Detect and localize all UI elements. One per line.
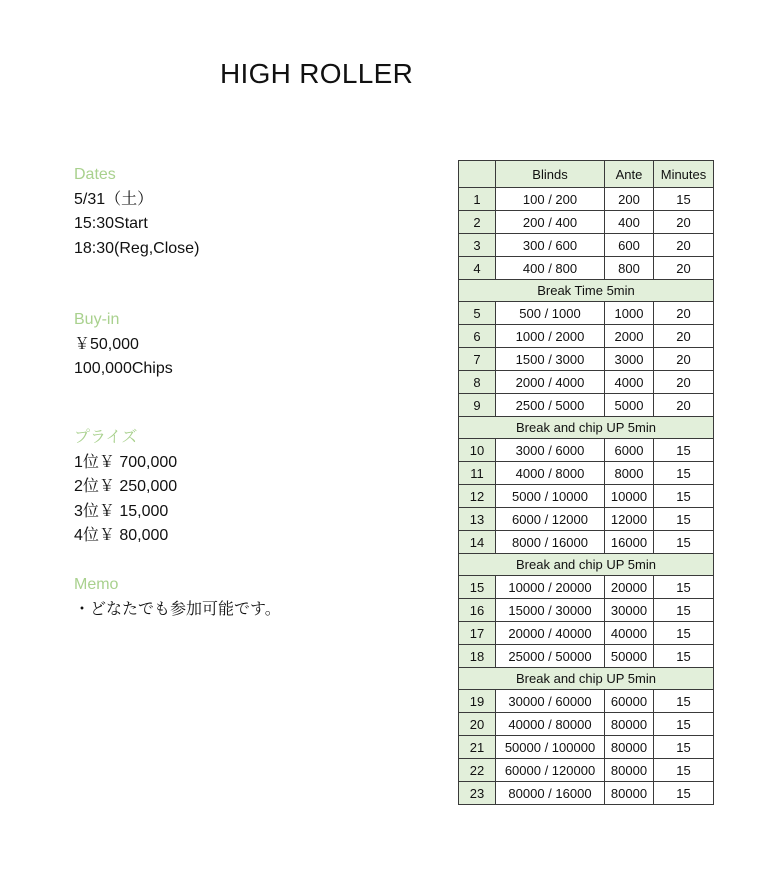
blinds-cell: 50000 / 100000 — [496, 736, 605, 759]
table-row — [459, 736, 714, 759]
level-cell: 14 — [459, 531, 496, 554]
ante-cell: 6000 — [605, 439, 654, 462]
break-label: Break and chip UP 5min — [459, 554, 714, 576]
level-cell: 3 — [459, 234, 496, 257]
minutes-cell: 15 — [654, 782, 714, 805]
table-row — [459, 645, 714, 668]
minutes-cell: 15 — [654, 576, 714, 599]
blinds-cell: 500 / 1000 — [496, 302, 605, 325]
ante-cell: 8000 — [605, 462, 654, 485]
level-cell: 13 — [459, 508, 496, 531]
minutes-cell: 15 — [654, 462, 714, 485]
level-cell: 7 — [459, 348, 496, 371]
level-cell: 15 — [459, 576, 496, 599]
break-row — [459, 668, 714, 690]
table-row — [459, 302, 714, 325]
dates-heading: Dates — [74, 166, 116, 183]
ante-cell: 40000 — [605, 622, 654, 645]
level-cell: 8 — [459, 371, 496, 394]
minutes-cell: 15 — [654, 759, 714, 782]
break-row — [459, 280, 714, 302]
table-row — [459, 759, 714, 782]
level-cell: 17 — [459, 622, 496, 645]
level-cell: 20 — [459, 713, 496, 736]
level-cell: 12 — [459, 485, 496, 508]
blinds-cell: 200 / 400 — [496, 211, 605, 234]
ante-cell: 4000 — [605, 371, 654, 394]
ante-cell: 2000 — [605, 325, 654, 348]
level-cell: 18 — [459, 645, 496, 668]
table-row — [459, 394, 714, 417]
blinds-cell: 15000 / 30000 — [496, 599, 605, 622]
level-cell: 11 — [459, 462, 496, 485]
ante-cell: 200 — [605, 188, 654, 211]
minutes-cell: 20 — [654, 394, 714, 417]
table-row — [459, 713, 714, 736]
header-minutes: Minutes — [654, 161, 714, 188]
minutes-cell: 20 — [654, 257, 714, 280]
dates-section — [74, 163, 199, 261]
ante-cell: 16000 — [605, 531, 654, 554]
buyin-line-chips: 100,000Chips — [74, 360, 173, 377]
level-cell: 1 — [459, 188, 496, 211]
level-cell: 6 — [459, 325, 496, 348]
blinds-cell: 5000 / 10000 — [496, 485, 605, 508]
blinds-cell: 6000 / 12000 — [496, 508, 605, 531]
minutes-cell: 15 — [654, 485, 714, 508]
break-label: Break and chip UP 5min — [459, 417, 714, 439]
dates-line-reg-close: 18:30(Reg,Close) — [74, 239, 200, 257]
minutes-cell: 20 — [654, 234, 714, 257]
table-row — [459, 622, 714, 645]
level-cell: 21 — [459, 736, 496, 759]
break-label: Break Time 5min — [459, 280, 714, 302]
table-row — [459, 257, 714, 280]
level-cell: 4 — [459, 257, 496, 280]
table-row — [459, 234, 714, 257]
minutes-cell: 15 — [654, 188, 714, 211]
ante-cell: 800 — [605, 257, 654, 280]
prize-line-3: 3位￥ 15,000 — [74, 502, 169, 520]
header-blinds: Blinds — [496, 161, 605, 188]
table-row — [459, 462, 714, 485]
blinds-cell: 30000 / 60000 — [496, 690, 605, 713]
minutes-cell: 15 — [654, 690, 714, 713]
blinds-cell: 3000 / 6000 — [496, 439, 605, 462]
ante-cell: 20000 — [605, 576, 654, 599]
blinds-cell: 2000 / 4000 — [496, 371, 605, 394]
table-header-row — [459, 161, 714, 188]
ante-cell: 80000 — [605, 782, 654, 805]
level-cell: 19 — [459, 690, 496, 713]
ante-cell: 60000 — [605, 690, 654, 713]
level-cell: 9 — [459, 394, 496, 417]
memo-line: ・どなたでも参加可能です。 — [74, 600, 281, 618]
minutes-cell: 20 — [654, 325, 714, 348]
page-title: HIGH ROLLER — [220, 58, 414, 89]
buyin-line-price: ￥50,000 — [74, 335, 139, 353]
minutes-cell: 15 — [654, 713, 714, 736]
dates-line-start: 15:30Start — [74, 215, 148, 232]
break-row — [459, 417, 714, 439]
minutes-cell: 15 — [654, 622, 714, 645]
blinds-cell: 80000 / 16000 — [496, 782, 605, 805]
ante-cell: 80000 — [605, 759, 654, 782]
header-level — [459, 161, 496, 188]
table-row — [459, 531, 714, 554]
memo-section — [74, 573, 281, 622]
blinds-cell: 25000 / 50000 — [496, 645, 605, 668]
table-row — [459, 371, 714, 394]
header-ante: Ante — [605, 161, 654, 188]
blinds-cell: 300 / 600 — [496, 234, 605, 257]
ante-cell: 5000 — [605, 394, 654, 417]
prizes-heading: プライズ — [74, 429, 138, 446]
blinds-cell: 40000 / 80000 — [496, 713, 605, 736]
blinds-cell: 1000 / 2000 — [496, 325, 605, 348]
minutes-cell: 20 — [654, 211, 714, 234]
table-row — [459, 508, 714, 531]
blinds-cell: 400 / 800 — [496, 257, 605, 280]
table-row — [459, 782, 714, 805]
table-row — [459, 690, 714, 713]
buyin-heading: Buy-in — [74, 311, 120, 328]
prize-line-4: 4位￥ 80,000 — [74, 527, 169, 544]
prize-line-1: 1位￥ 700,000 — [74, 453, 178, 471]
blinds-cell: 10000 / 20000 — [496, 576, 605, 599]
table-row — [459, 599, 714, 622]
minutes-cell: 15 — [654, 439, 714, 462]
table-row — [459, 439, 714, 462]
minutes-cell: 20 — [654, 348, 714, 371]
break-row — [459, 554, 714, 576]
blinds-cell: 4000 / 8000 — [496, 462, 605, 485]
level-cell: 23 — [459, 782, 496, 805]
buyin-section — [74, 308, 173, 382]
blinds-cell: 2500 / 5000 — [496, 394, 605, 417]
blinds-cell: 8000 / 16000 — [496, 531, 605, 554]
blinds-cell: 20000 / 40000 — [496, 622, 605, 645]
level-cell: 10 — [459, 439, 496, 462]
table-row — [459, 348, 714, 371]
ante-cell: 10000 — [605, 485, 654, 508]
minutes-cell: 20 — [654, 302, 714, 325]
table-row — [459, 485, 714, 508]
table-row — [459, 188, 714, 211]
minutes-cell: 15 — [654, 508, 714, 531]
minutes-cell: 15 — [654, 599, 714, 622]
blind-structure-table — [458, 160, 714, 805]
blinds-cell: 100 / 200 — [496, 188, 605, 211]
minutes-cell: 15 — [654, 531, 714, 554]
level-cell: 22 — [459, 759, 496, 782]
level-cell: 16 — [459, 599, 496, 622]
dates-line-date: 5/31（土） — [74, 190, 154, 208]
minutes-cell: 20 — [654, 371, 714, 394]
table-body — [459, 188, 714, 805]
ante-cell: 3000 — [605, 348, 654, 371]
ante-cell: 1000 — [605, 302, 654, 325]
blinds-cell: 60000 / 120000 — [496, 759, 605, 782]
minutes-cell: 15 — [654, 645, 714, 668]
level-cell: 5 — [459, 302, 496, 325]
memo-heading: Memo — [74, 576, 119, 593]
ante-cell: 400 — [605, 211, 654, 234]
ante-cell: 30000 — [605, 599, 654, 622]
ante-cell: 600 — [605, 234, 654, 257]
prizes-section — [74, 426, 177, 549]
table-row — [459, 576, 714, 599]
level-cell: 2 — [459, 211, 496, 234]
prize-line-2: 2位￥ 250,000 — [74, 478, 178, 495]
minutes-cell: 15 — [654, 736, 714, 759]
ante-cell: 80000 — [605, 713, 654, 736]
break-label: Break and chip UP 5min — [459, 668, 714, 690]
table-row — [459, 211, 714, 234]
ante-cell: 50000 — [605, 645, 654, 668]
table-row — [459, 325, 714, 348]
ante-cell: 80000 — [605, 736, 654, 759]
blinds-cell: 1500 / 3000 — [496, 348, 605, 371]
ante-cell: 12000 — [605, 508, 654, 531]
